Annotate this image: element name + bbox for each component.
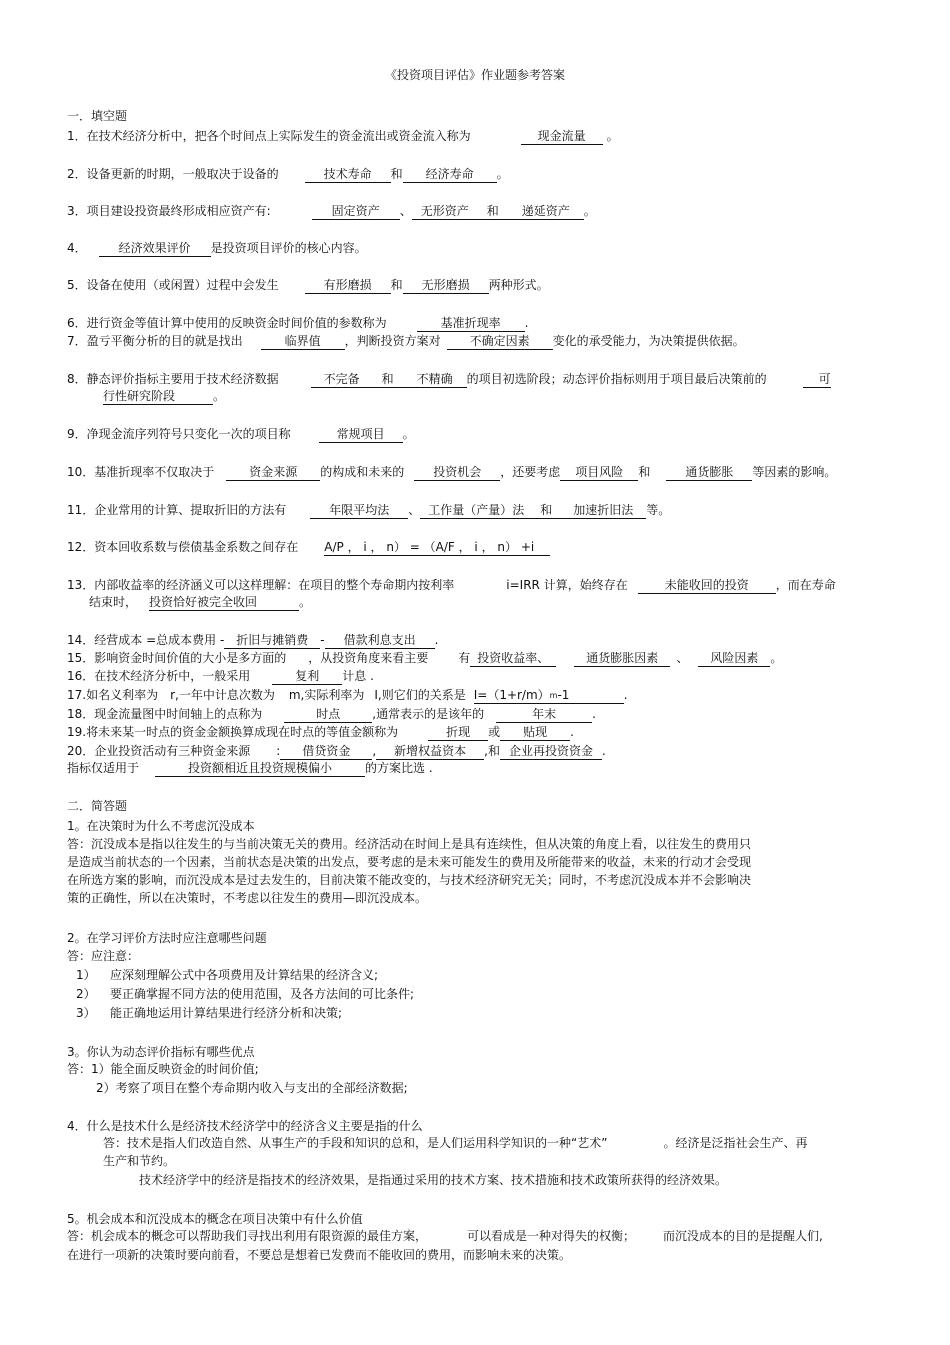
question-4 xyxy=(67,240,367,257)
q14-answer-2: 借款利息支出 xyxy=(325,633,435,649)
q10-and: 和 xyxy=(638,465,651,479)
q19-or: 或 xyxy=(488,725,501,739)
a4-text: 答：技术是指人们改造自然、从事生产的手段和知识的总和，是人们运用科学知识的一种“艺术” xyxy=(103,1136,608,1150)
a5-text-1: 答：机会成本的概念可以帮助我们寻找出利用有限资源的最佳方案， xyxy=(67,1229,428,1243)
q3-and: 和 xyxy=(478,204,508,220)
q3-sep: 、 xyxy=(399,204,412,218)
question-10 xyxy=(67,464,836,481)
q9-end: 。 xyxy=(402,427,415,441)
q13-answer-1: 未能收回的投资 xyxy=(638,578,776,594)
q18-answer-2: 年末 xyxy=(496,707,592,723)
q8-text: 8．静态评价指标主要用于技术经济数据 xyxy=(67,372,279,386)
question-12 xyxy=(67,539,550,556)
question-5 xyxy=(67,277,549,294)
q11-sep: 、 xyxy=(408,503,421,517)
item-number: 3） xyxy=(76,1006,96,1020)
q7-text-end: 变化的承受能力，为决策提供依据。 xyxy=(552,334,745,348)
section-short-answer-heading: 二．简答题 xyxy=(67,799,128,813)
q15-text: 15．影响资金时间价值的大小是多方面的 xyxy=(67,651,287,665)
q2-answer-2: 经济寿命 xyxy=(403,167,497,183)
q5-answer-2: 无形磨损 xyxy=(403,278,489,294)
q21-text-end: 的方案比选 . xyxy=(365,761,433,775)
q18-mid: ,通常表示的是该年的 xyxy=(372,707,485,721)
q3-text: 3．项目建设投资最终形成相应资产有: xyxy=(67,204,271,218)
short-a1-line-3: 在所选方案的影响，而沉没成本是过去发生的，目前决策不能改变的，与技术经济研究无关；同时，不考虑沉没成本并不会影响决 xyxy=(67,873,752,887)
q13-text-end: ，而在寿命 xyxy=(775,578,836,592)
short-a3-line-2: 2）考察了项目在整个寿命期内收入与支出的全部经济数据; xyxy=(96,1081,408,1095)
q10-answer-1: 资金来源 xyxy=(226,465,320,481)
q7-text: 7．盈亏平衡分析的目的就是找出 xyxy=(67,334,243,348)
question-15 xyxy=(67,650,782,667)
q17-formula-end: -1 xyxy=(557,688,570,702)
question-18 xyxy=(67,706,596,723)
short-q5: 5。机会成本和沉没成本的概念在项目决策中有什么价值 xyxy=(67,1212,363,1226)
q14-text: 14．经营成本 =总成本费用 - xyxy=(67,633,225,647)
item-number: 2） xyxy=(76,987,96,1001)
q13-end: 。 xyxy=(299,595,312,609)
question-17 xyxy=(67,687,628,704)
short-q3: 3。你认为动态评价指标有哪些优点 xyxy=(67,1045,255,1059)
question-3 xyxy=(67,203,596,220)
q13-text: 13．内部收益率的经济涵义可以这样理解：在项目的整个寿命期内按利率 xyxy=(67,578,455,592)
q3-answer-3: 递延资产 xyxy=(508,204,584,220)
short-q2: 2。在学习评价方法时应注意哪些问题 xyxy=(67,931,267,945)
short-a2-intro: 答：应注意： xyxy=(67,949,140,963)
item-text: 要正确掌握不同方法的使用范围，及各方法间的可比条件; xyxy=(110,987,415,1001)
q13-mid: i=IRR 计算，始终存在 xyxy=(506,578,628,592)
section-fill-blank-heading: 一．填空题 xyxy=(67,109,128,123)
q4-text: 是投资项目评价的核心内容。 xyxy=(210,241,367,255)
q11-answer-1: 年限平均法 xyxy=(310,503,408,519)
q11-text-end: 等。 xyxy=(646,503,671,517)
short-a1-line-1: 答：沉没成本是指以往发生的与当前决策无关的费用。经济活动在时间上是具有连续性，但从决策的角度上看，以往发生的费用只 xyxy=(67,837,752,851)
question-21 xyxy=(67,760,433,777)
q15-answer-2: 通货膨胀因素 xyxy=(574,651,670,667)
q10-text: 10．基准折现率不仅取决于 xyxy=(67,465,215,479)
q17-text: 17.如名义利率为 xyxy=(67,688,159,702)
question-2 xyxy=(67,166,509,183)
q8-text-mid: 的项目初选阶段；动态评价指标则用于项目最后决策前的 xyxy=(466,372,767,386)
question-6 xyxy=(67,315,528,332)
q15-answer-3: 风险因素 xyxy=(698,651,770,667)
q10-answer-2: 投资机会 xyxy=(414,465,500,481)
item-number: 1） xyxy=(76,968,96,982)
q19-text: 19.将未来某一时点的资金金额换算成现在时点的等值金额称为 xyxy=(67,725,399,739)
q17-formula: I=（1+r/m） xyxy=(473,688,550,702)
q20-sep-1: , xyxy=(372,744,377,758)
q5-text-end: 两种形式。 xyxy=(488,278,549,292)
q8-and: 和 xyxy=(373,372,403,388)
q17-answer xyxy=(474,688,624,704)
q20-sep-2: ,和 xyxy=(484,744,500,758)
q8-answer-3a: 可 xyxy=(803,372,831,388)
question-8 xyxy=(67,371,831,388)
question-1 xyxy=(67,128,619,145)
q17-mid-1: r,一年中计息次数为 xyxy=(170,688,275,702)
q11-answer-2: 工作量（产量）法 xyxy=(420,503,532,519)
short-a2-item xyxy=(76,986,414,1002)
q15-you: 有 xyxy=(458,651,471,665)
q15-sep: 、 xyxy=(676,651,689,665)
question-13-cont xyxy=(89,594,311,611)
q12-text: 12．资本回收系数与偿债基金系数之间存在 xyxy=(67,540,299,554)
q16-text: 16．在技术经济分析中，一般采用 xyxy=(67,669,251,683)
q1-end: 。 xyxy=(606,129,619,143)
q20-text: 20．企业投资活动有三种资金来源 xyxy=(67,744,251,758)
q18-answer-1: 时点 xyxy=(284,707,372,723)
q20-answer-2: 新增权益资本 xyxy=(376,744,484,760)
document-title: 《投资项目评估》作业题参考答案 xyxy=(384,68,565,82)
question-9 xyxy=(67,426,415,443)
question-8-cont xyxy=(103,388,225,405)
q8-answer-1: 不完备 xyxy=(311,372,373,388)
q14-answer-1: 折旧与摊销费 xyxy=(224,633,320,649)
q6-answer: 基准折现率 xyxy=(417,316,525,332)
q16-answer: 复利 xyxy=(272,669,342,685)
q15-end: 。 xyxy=(770,651,783,665)
q14-minus: - xyxy=(320,633,325,647)
q17-exponent: m xyxy=(549,691,558,700)
q21-text: 指标仅适用于 xyxy=(67,761,140,775)
short-a4-line-1 xyxy=(103,1135,807,1151)
short-a2-item xyxy=(76,967,378,983)
q5-and: 和 xyxy=(390,278,403,292)
question-11 xyxy=(67,502,670,519)
q10-mid-2: ，还要考虑 xyxy=(500,465,561,479)
q7-mid: ，判断投资方案对 xyxy=(344,334,441,348)
short-q1: 1。在决策时为什么不考虑沉没成本 xyxy=(67,819,255,833)
q10-text-end: 等因素的影响。 xyxy=(752,465,837,479)
q6-end: . xyxy=(524,316,529,330)
q4-number: 4． xyxy=(67,241,87,255)
q13-answer-2: 投资恰好被完全收回 xyxy=(149,595,299,611)
a5-text-2: 可以看成是一种对得失的权衡； xyxy=(467,1229,636,1243)
q10-mid-1: 的构成和未来的 xyxy=(320,465,405,479)
q10-answer-3: 项目风险 xyxy=(560,465,638,481)
q3-answer-1: 固定资产 xyxy=(312,204,400,220)
q20-end: . xyxy=(601,744,606,758)
short-a5-line-1 xyxy=(67,1228,823,1244)
q18-end: . xyxy=(592,707,596,721)
q1-answer: 现金流量 xyxy=(521,129,603,145)
q15-answer-1: 投资收益率、 xyxy=(470,651,556,667)
q14-end: . xyxy=(434,633,439,647)
q10-answer-4: 通货膨胀 xyxy=(666,465,752,481)
short-a4-line-2: 生产和节约。 xyxy=(103,1154,176,1168)
q20-colon: : xyxy=(276,744,281,758)
q5-answer-1: 有形磨损 xyxy=(305,278,391,294)
q17-mid-3: I,则它们的关系是 xyxy=(374,688,466,702)
q2-and: 和 xyxy=(390,167,403,181)
q19-answer-2: 贴现 xyxy=(500,725,570,741)
question-16 xyxy=(67,668,374,685)
q2-answer-1: 技术寿命 xyxy=(305,167,391,183)
q4-answer: 经济效果评价 xyxy=(99,241,211,257)
short-a2-item xyxy=(76,1005,342,1021)
q1-text: 1．在技术经济分析中，把各个时间点上实际发生的资金流出或资金流入称为 xyxy=(67,129,471,143)
q17-mid-2: m,实际利率为 xyxy=(288,688,365,702)
short-a1-line-2: 是造成当前状态的一个因素，当前状态是决策的出发点，要考虑的是未来可能发生的费用及所能带来的收益，未来的行动才会受现 xyxy=(67,855,752,869)
q12-answer: A/P ， i ， n） = （A/F ， i ， n） +i xyxy=(324,540,550,556)
q6-text: 6．进行资金等值计算中使用的反映资金时间价值的参数称为 xyxy=(67,316,387,330)
q19-end: . xyxy=(570,725,574,739)
question-7 xyxy=(67,333,745,350)
q17-end: . xyxy=(623,688,628,702)
q7-answer-2: 不确定因素 xyxy=(447,334,553,350)
q18-text: 18．现金流量图中时间轴上的点称为 xyxy=(67,707,263,721)
q20-answer-1: 借贷资金 xyxy=(280,744,372,760)
q19-answer-1: 折现 xyxy=(428,725,488,741)
question-13 xyxy=(67,577,836,594)
q2-end: 。 xyxy=(496,167,509,181)
q8-answer-2: 不精确 xyxy=(403,372,467,388)
q2-text: 2．设备更新的时期，一般取决于设备的 xyxy=(67,167,279,181)
q8-end: 。 xyxy=(213,389,226,403)
q16-text-end: 计息 . xyxy=(342,669,374,683)
q7-answer-1: 临界值 xyxy=(261,334,345,350)
short-q4: 4．什么是技术什么是经济技术经济学中的经济含义主要是指的什么 xyxy=(67,1119,423,1133)
question-14 xyxy=(67,632,438,649)
a4-text-end: 。经济是泛指社会生产、再 xyxy=(663,1136,808,1150)
short-a5-line-2: 在进行一项新的决策时要向前看，不要总是想着已发费而不能收回的费用，而影响未来的决策。 xyxy=(67,1248,572,1262)
q3-end: 。 xyxy=(583,204,596,218)
q9-text: 9．净现金流序列符号只变化一次的项目称 xyxy=(67,427,291,441)
q9-answer: 常规项目 xyxy=(319,427,403,443)
question-19 xyxy=(67,724,574,741)
item-text: 应深刻理解公式中各项费用及计算结果的经济含义; xyxy=(110,968,379,982)
q20-answer-3: 企业再投资资金 xyxy=(500,744,602,760)
short-a3-line-1: 答：1）能全面反映资金的时间价值; xyxy=(67,1062,259,1076)
q3-answer-2: 无形资产 xyxy=(412,204,478,220)
q11-text: 11．企业常用的计算、提取折旧的方法有 xyxy=(67,503,287,517)
q13-text-2: 结束时， xyxy=(89,595,138,609)
q15-mid: ，从投资角度来看主要 xyxy=(308,651,429,665)
short-a1-line-4: 策的正确性，所以在决策时，不考虑以往发生的费用—即沉没成本。 xyxy=(67,891,428,905)
q5-text: 5．设备在使用（或闲置）过程中会发生 xyxy=(67,278,279,292)
q11-answer-3: 加速折旧法 xyxy=(560,503,646,519)
question-20 xyxy=(67,743,606,760)
q8-answer-3b: 行性研究阶段 xyxy=(103,389,213,405)
a5-text-3: 而沉没成本的目的是提醒人们, xyxy=(663,1229,823,1243)
q21-answer: 投资额相近且投资规模偏小 xyxy=(155,761,365,777)
item-text: 能正确地运用计算结果进行经济分析和决策; xyxy=(110,1006,343,1020)
q11-and: 和 xyxy=(532,503,560,519)
short-a4-line-3: 技术经济学中的经济是指技术的经济效果，是指通过采用的技术方案、技术措施和技术政策所获得的经济效果。 xyxy=(139,1173,728,1187)
